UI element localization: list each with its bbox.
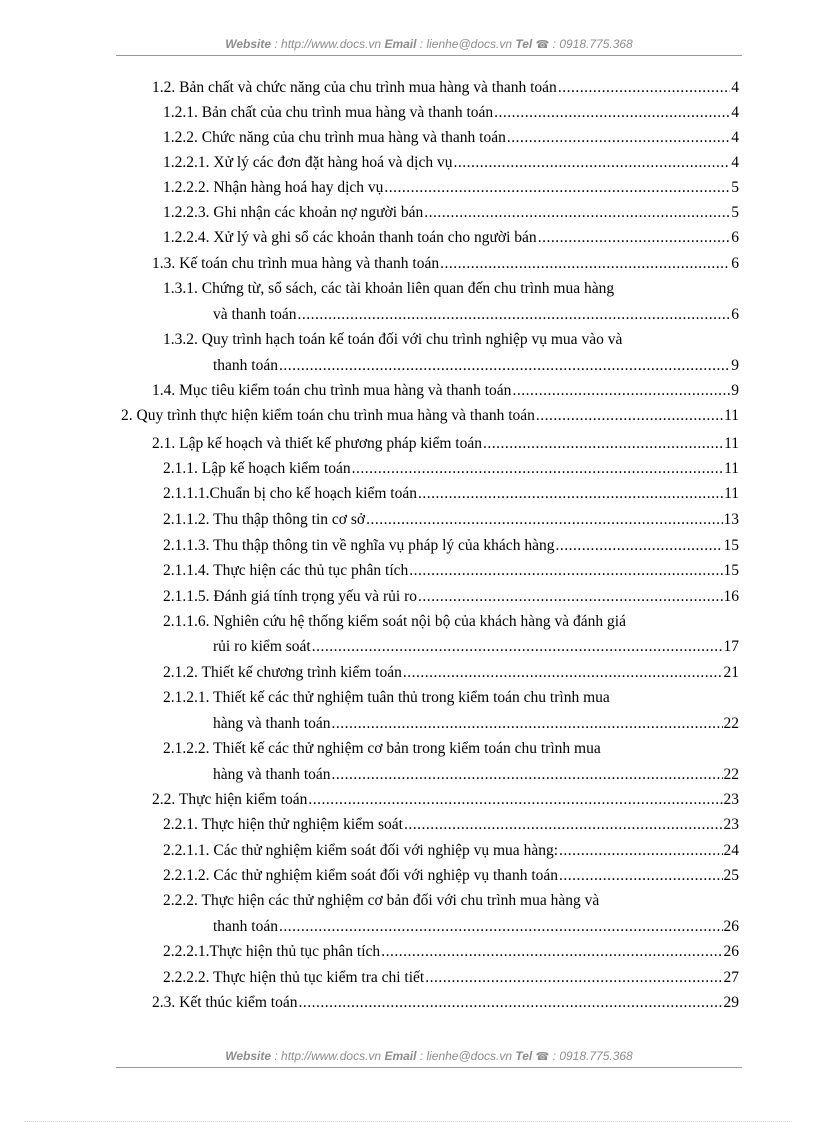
toc-entry-2-1 bbox=[152, 434, 739, 454]
toc-page-number: 26 bbox=[723, 918, 739, 935]
email-address: : lienhe@docs.vn bbox=[416, 1049, 516, 1063]
toc-entry-text: 1.2.2.2. Nhận hàng hoá hay dịch vụ bbox=[163, 179, 384, 196]
toc-entry-2-1-2-2 bbox=[163, 739, 601, 759]
page-bottom-border bbox=[24, 1121, 792, 1122]
dot-leader bbox=[381, 942, 722, 962]
toc-page-number: 21 bbox=[723, 664, 739, 681]
dot-leader bbox=[384, 178, 730, 198]
toc-page-number: 22 bbox=[723, 715, 739, 732]
website-label: Website bbox=[225, 1049, 272, 1063]
toc-page-number: 6 bbox=[731, 255, 739, 272]
toc-page-number: 4 bbox=[731, 129, 739, 146]
toc-entry-1-2-1 bbox=[163, 103, 739, 123]
page-header bbox=[116, 37, 742, 51]
dot-leader bbox=[366, 510, 722, 530]
phone-icon: ☎ bbox=[535, 39, 550, 51]
toc-page-number: 11 bbox=[724, 407, 739, 424]
toc-entry-text: 1.2.2.3. Ghi nhận các khoản nợ người bán bbox=[163, 204, 424, 221]
dot-leader bbox=[299, 993, 723, 1013]
toc-entry-text: 2.1.2.2. Thiết kế các thử nghiệm cơ bản trong kiểm toán chu trình mua bbox=[163, 740, 601, 757]
website-url: : http://www.docs.vn bbox=[271, 37, 385, 51]
dot-leader bbox=[332, 714, 723, 734]
toc-entry-text: 1.3.2. Quy trình hạch toán kế toán đối với chu trình nghiệp vụ mua vào và bbox=[163, 331, 623, 348]
toc-page-number: 6 bbox=[731, 306, 739, 323]
dot-leader bbox=[440, 254, 730, 274]
toc-entry-text: 2.2. Thực hiện kiểm toán bbox=[152, 791, 308, 808]
toc-entry-1-3-2 bbox=[163, 330, 622, 350]
page-footer bbox=[116, 1049, 742, 1063]
toc-entry-text: 2.2.2. Thực hiện các thử nghiệm cơ bản đối với chu trình mua hàng và bbox=[163, 892, 600, 909]
dot-leader bbox=[403, 663, 723, 683]
toc-entry-text: thanh toán bbox=[213, 357, 278, 374]
tel-number: : 0918.775.368 bbox=[549, 37, 633, 51]
toc-page-number: 23 bbox=[723, 816, 739, 833]
toc-entry-1-2-2 bbox=[163, 128, 739, 148]
toc-entry-2-1-1-6 bbox=[163, 612, 626, 632]
toc-entry-2-1-2-2-cont bbox=[213, 765, 739, 785]
toc-entry-2-1-1-2 bbox=[163, 510, 739, 530]
toc-entry-2-2 bbox=[152, 790, 739, 810]
toc-entry-1-2-2-3 bbox=[163, 203, 739, 223]
dot-leader bbox=[404, 815, 723, 835]
toc-page-number: 26 bbox=[723, 943, 739, 960]
toc-entry-text: 2.1.1.6. Nghiên cứu hệ thống kiểm soát nội bộ của khách hàng và đánh giá bbox=[163, 613, 626, 630]
toc-entry-2-2-1-2 bbox=[163, 866, 739, 886]
dot-leader bbox=[559, 841, 722, 861]
toc-entry-text: 2.2.1.1. Các thử nghiệm kiểm soát đối với nghiệp vụ mua hàng: bbox=[163, 842, 559, 859]
toc-entry-text: thanh toán bbox=[213, 918, 278, 935]
toc-page-number: 5 bbox=[731, 204, 739, 221]
dot-leader bbox=[538, 228, 731, 248]
toc-page-number: 15 bbox=[723, 562, 739, 579]
toc-entry-1-3 bbox=[152, 254, 739, 274]
toc-entry-text: 1.3.1. Chứng từ, sổ sách, các tài khoản liên quan đến chu trình mua hàng bbox=[163, 280, 615, 297]
toc-page-number: 11 bbox=[724, 485, 739, 502]
dot-leader bbox=[494, 103, 730, 123]
toc-entry-text: 2.1.2.1. Thiết kế các thử nghiệm tuân thủ trong kiểm toán chu trình mua bbox=[163, 689, 610, 706]
toc-entry-text: 1.2.2.4. Xử lý và ghi sổ các khoản thanh toán cho người bán bbox=[163, 229, 537, 246]
toc-entry-2-1-1-6-cont bbox=[213, 637, 739, 657]
toc-entry-text: 1.2.2. Chức năng của chu trình mua hàng và thanh toán bbox=[163, 129, 506, 146]
toc-entry-text: 2.2.2.1.Thực hiện thủ tục phân tích bbox=[163, 943, 381, 960]
toc-page-number: 25 bbox=[723, 867, 739, 884]
toc-page-number: 22 bbox=[723, 766, 739, 783]
toc-page-number: 13 bbox=[723, 511, 739, 528]
toc-entry-text: 2.2.1.2. Các thử nghiệm kiểm soát đối với nghiệp vụ thanh toán bbox=[163, 867, 559, 884]
toc-entry-2-2-2-cont bbox=[213, 917, 739, 937]
email-label: Email bbox=[384, 37, 417, 51]
toc-entry-1-4 bbox=[152, 381, 739, 401]
toc-entry-text: 1.2.2.1. Xử lý các đơn đặt hàng hoá và dịch vụ bbox=[163, 154, 453, 171]
dot-leader bbox=[536, 406, 723, 426]
toc-entry-text: 2.1. Lập kế hoạch và thiết kế phương pháp kiểm toán bbox=[152, 435, 482, 452]
toc-entry-text: 2.2.1. Thực hiện thử nghiệm kiểm soát bbox=[163, 816, 403, 833]
toc-entry-text: 1.2. Bản chất và chức năng của chu trình mua hàng và thanh toán bbox=[152, 79, 557, 96]
toc-entry-text: 1.3. Kế toán chu trình mua hàng và thanh toán bbox=[152, 255, 440, 272]
toc-page-number: 9 bbox=[731, 382, 739, 399]
dot-leader bbox=[424, 203, 730, 223]
dot-leader bbox=[312, 637, 723, 657]
toc-entry-2-1-1-3 bbox=[163, 536, 739, 556]
toc-entry-text: và thanh toán bbox=[213, 306, 297, 323]
toc-entry-text: 2. Quy trình thực hiện kiểm toán chu trình mua hàng và thanh toán bbox=[121, 407, 535, 424]
tel-label: Tel bbox=[515, 1049, 533, 1063]
toc-entry-1-2-2-4 bbox=[163, 228, 739, 248]
dot-leader bbox=[559, 866, 722, 886]
dot-leader bbox=[352, 459, 723, 479]
toc-entry-text: 2.3. Kết thúc kiểm toán bbox=[152, 994, 298, 1011]
toc-entry-1-2-2-1 bbox=[163, 153, 739, 173]
toc-entry-2-1-2-1-cont bbox=[213, 714, 739, 734]
toc-entry-2-2-1 bbox=[163, 815, 739, 835]
toc-entry-2-1-2 bbox=[163, 663, 739, 683]
email-label: Email bbox=[384, 1049, 417, 1063]
toc-entry-text: 2.1.1.1.Chuẩn bị cho kế hoạch kiểm toán bbox=[163, 485, 417, 502]
toc-entry-text: 2.1.1.3. Thu thập thông tin về nghĩa vụ pháp lý của khách hàng bbox=[163, 537, 555, 554]
toc-entry-2-1-2-1 bbox=[163, 688, 610, 708]
toc-page-number: 9 bbox=[731, 357, 739, 374]
toc-page-number: 6 bbox=[731, 229, 739, 246]
website-label: Website bbox=[225, 37, 272, 51]
toc-entry-text: rủi ro kiểm soát bbox=[213, 638, 311, 655]
toc-page-number: 29 bbox=[723, 994, 739, 1011]
toc-entry-text: 2.1.1.5. Đánh giá tính trọng yếu và rủi ro bbox=[163, 588, 417, 605]
toc-entry-text: 2.2.2.2. Thực hiện thủ tục kiểm tra chi tiết bbox=[163, 969, 425, 986]
toc-entry-2-1-1-4 bbox=[163, 561, 739, 581]
toc-page-number: 11 bbox=[724, 460, 739, 477]
dot-leader bbox=[425, 968, 722, 988]
toc-entry-1-3-1-cont bbox=[213, 305, 739, 325]
toc-entry-2-1-1-1 bbox=[163, 484, 739, 504]
toc-entry-2-1-1 bbox=[163, 459, 739, 479]
dot-leader bbox=[298, 305, 731, 325]
toc-page-number: 4 bbox=[731, 154, 739, 171]
toc-entry-2-3 bbox=[152, 993, 739, 1013]
toc-entry-2-2-2-1 bbox=[163, 942, 739, 962]
dot-leader bbox=[308, 790, 722, 810]
footer-rule bbox=[116, 1067, 742, 1068]
dot-leader bbox=[418, 587, 723, 607]
toc-entry-text: 2.1.1.4. Thực hiện các thủ tục phân tích bbox=[163, 562, 409, 579]
dot-leader bbox=[558, 78, 730, 98]
toc-entry-2-2-2 bbox=[163, 891, 599, 911]
toc-page-number: 24 bbox=[723, 842, 739, 859]
dot-leader bbox=[409, 561, 722, 581]
toc-entry-1-3-1 bbox=[163, 279, 614, 299]
toc-page-number: 23 bbox=[723, 791, 739, 808]
toc-page-number: 15 bbox=[723, 537, 739, 554]
header-rule bbox=[116, 55, 742, 56]
toc-entry-text: hàng và thanh toán bbox=[213, 766, 331, 783]
toc-entry-text: 2.1.1.2. Thu thập thông tin cơ sở bbox=[163, 511, 366, 528]
toc-entry-1-2-2-2 bbox=[163, 178, 739, 198]
website-url: : http://www.docs.vn bbox=[271, 1049, 385, 1063]
tel-label: Tel bbox=[515, 37, 533, 51]
email-address: : lienhe@docs.vn bbox=[416, 37, 516, 51]
toc-page-number: 5 bbox=[731, 179, 739, 196]
toc-page-number: 11 bbox=[724, 435, 739, 452]
dot-leader bbox=[512, 381, 730, 401]
dot-leader bbox=[555, 536, 722, 556]
dot-leader bbox=[279, 356, 730, 376]
dot-leader bbox=[279, 917, 723, 937]
toc-entry-text: 2.1.1. Lập kế hoạch kiểm toán bbox=[163, 460, 351, 477]
toc-entry-1-3-2-cont bbox=[213, 356, 739, 376]
dot-leader bbox=[418, 484, 723, 504]
toc-entry-text: 1.2.1. Bản chất của chu trình mua hàng và thanh toán bbox=[163, 104, 494, 121]
toc-page-number: 4 bbox=[731, 79, 739, 96]
toc-entry-text: 2.1.2. Thiết kế chương trình kiểm toán bbox=[163, 664, 402, 681]
toc-entry-text: hàng và thanh toán bbox=[213, 715, 331, 732]
toc-entry-text: 1.4. Mục tiêu kiểm toán chu trình mua hàng và thanh toán bbox=[152, 382, 512, 399]
toc-entry-2-2-1-1 bbox=[163, 841, 739, 861]
dot-leader bbox=[454, 153, 731, 173]
toc-entry-1-2 bbox=[152, 78, 739, 98]
toc-page-number: 17 bbox=[723, 638, 739, 655]
dot-leader bbox=[483, 434, 723, 454]
toc-page-number: 4 bbox=[731, 104, 739, 121]
toc-entry-2-2-2-2 bbox=[163, 968, 739, 988]
dot-leader bbox=[507, 128, 730, 148]
toc-entry-2 bbox=[121, 406, 739, 426]
tel-number: : 0918.775.368 bbox=[549, 1049, 633, 1063]
toc-entry-2-1-1-5 bbox=[163, 587, 739, 607]
dot-leader bbox=[332, 765, 723, 785]
toc-page-number: 27 bbox=[723, 969, 739, 986]
toc-page-number: 16 bbox=[723, 588, 739, 605]
phone-icon: ☎ bbox=[535, 1051, 550, 1063]
